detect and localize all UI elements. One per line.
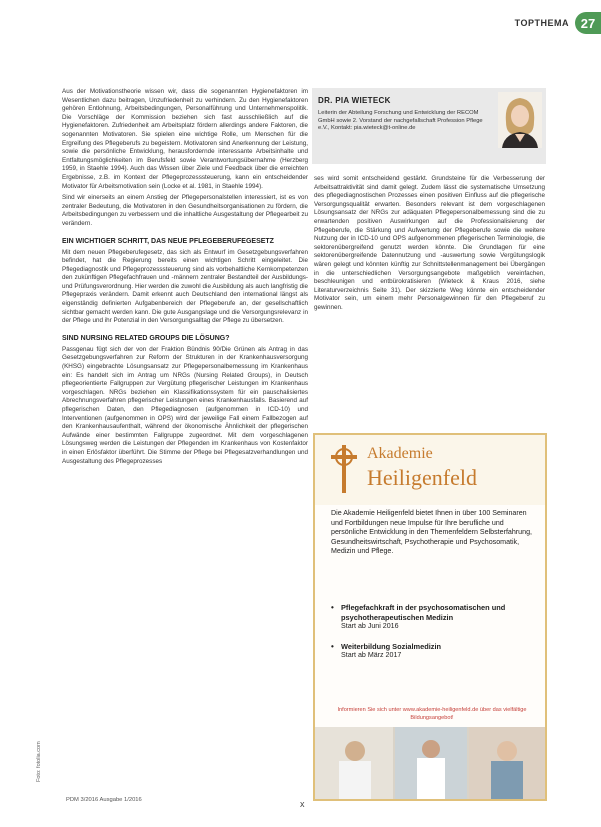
- ad-title: Akademie: [367, 445, 433, 462]
- ad-title: Heiligenfeld: [367, 465, 477, 490]
- ad-header: [315, 435, 545, 505]
- bullet-icon: •: [331, 603, 334, 612]
- paragraph: ses wird somit entscheidend gestärkt. Grundsteine für die Verbesserung der Arbeitsattraktivität sind damit gelegt. Zudem lässt die systematische Umsetzung des pflegediagnostischen Prozesses einen positiven Einfluss auf die pflegerische Versorgungsqualität erwarten. Besonders relevant ist dem vorgeschlagenen Lösungsansatz der NRGs zur adäquaten Pflegepersonalbemessung sind die zu erwartenden positiven Auswirkungen auf die Professionalisierung der Pflegeberufe, die Stärkung und Aufwertung der Pflegeberufe sowie die weitere Nutzung der in ICD-10 und OPS aufgenommenen pflegerischen Terminologie, die sektorenübergreifend genutzt werden könnte. Die Grundlagen für eine sektorenübergreifende Datennutzung und -auswertung sowie Vergütungslogik wären gelegt und könnten künftig zur Schnittstellenmanagement bei Übergängen in die unterschiedlichen Versorgungsangebote maßgeblich vereinfachen, beschleunigen und entbürokratisieren (Wieteck & Kraus 2016, siehe Literaturverzeichnis Seite 31). Der skizzierte Weg könnte ein entscheidender Motivator sein, um einem mehr Personalgewinnen für den Pflegeberuf zu gewinnen.: [314, 175, 545, 311]
- photo-credit: Foto: fotolia.com: [36, 741, 42, 782]
- author-bio: Leiterin der Abteilung Forschung und Entwicklung der RECOM GmbH sowie 2. Vorstand der nachgefallschaft Profession Pflege e.V., Kontakt: pia.wieteck@t-online.de: [318, 110, 483, 132]
- paragraph: Sind wir einerseits an einem Anstieg der Pflegepersonalstellen interessiert, ist es von zentraler Bedeutung, die Motivatoren in den Gesundheitsorganisationen zu fördern, die Arbeitsbedingungen zu verbessern und die inhaltliche Ausgestaltung der Pflegearbeit zu verändern.: [62, 194, 308, 227]
- ad-course-item: [331, 642, 537, 661]
- subheading: SIND NURSING RELATED GROUPS DIE LÖSUNG?: [62, 334, 230, 342]
- ad-photo-strip: [315, 727, 545, 799]
- section-tab: [515, 12, 601, 34]
- right-column: [314, 175, 545, 316]
- author-box: [312, 88, 546, 164]
- academy-logo-icon: [329, 443, 359, 495]
- subheading: EIN WICHTIGER SCHRITT, DAS NEUE PFLEGEBERUFEGESETZ: [62, 237, 274, 245]
- page-number: 27: [575, 12, 601, 34]
- course-date: Start ab Juni 2016: [341, 622, 399, 631]
- section-label: TOPTHEMA: [514, 18, 569, 28]
- ad-course-list: [331, 603, 537, 671]
- paragraph: Aus der Motivationstheorie wissen wir, dass die sogenannten Hygienefaktoren im Wesentlichen dazu beitragen, Unzufriedenheit zu verhindern. Zu den Hygienefaktoren gehören Entlohnung, Arbeitsbedingungen, Personalführung und Unternehmenspolitik. Die Vorschläge der Kommission beziehen sich fast ausschließlich auf die Hygienefaktoren. Zufriedenheit am Arbeitsplatz fördern allerdings andere Faktoren, die sogenannten Motivatoren. Sie spielen eine wichtige Rolle, um Menschen für die Ergreifung des Pflegeberufs zu begeistern. Motivatoren sind Anerkennung der Leistung, sowie die persönliche Entwicklung, herausfordernde interessante Arbeitsinhalte und Entfaltungsmöglichkeiten im Berufsfeld sowie Verantwortungsübernahme (Herzberg 1959, in Staehle 1994). Auch das Wissen über Ziele und Feedback über die erreichten Ergebnisse, z.B. im Kontext der Pflegeprozesssteuerung, kann ein entscheidender Motivator für Arbeitsmotivation sein (Locke et al. 1981, in Staehle 1994).: [62, 88, 308, 190]
- ad-course-item: [331, 603, 537, 632]
- advertisement[interactable]: [313, 433, 547, 801]
- course-title: Weiterbildung Sozialmedizin: [341, 641, 442, 651]
- bullet-icon: •: [331, 641, 334, 651]
- footer-journal: PDM 3/2016 Ausgabe 1/2016: [66, 797, 142, 803]
- ad-cta-link[interactable]: Informieren Sie sich unter www.akademie-heiligenfeld.de über das vielfältige Bildungsangebot!: [337, 707, 527, 721]
- author-name: DR. PIA WIETECK: [318, 96, 391, 105]
- paragraph: Mit dem neuen Pflegeberufegesetz, das sich als Entwurf im Gesetzgebungsverfahren befindet, hat die Regierung bereits einen wichtigen Schritt eingeleitet. Die Pflegediagnostik und Pflegeprozesssteuerung sind als vorbehaltliche Kernkompetenzen den zukünftigen Pflegefachfrauen und -männern zentraler Bestandteil der Ausbildungs- und Prüfungsverordnung. Hier werden die zuwohl die Ausbildung als auch langfristig die Pflegepraxis verändern. Damit erkennt auch Deutschland den international längst als eigenständig definierten Aufgabenbereich der Pflegeberufe an, der gesellschaftlich sichtbar gemacht werden kann. Die gute Ausgangslage und die Versorgungsrelevanz in der Pflege und ihr Potenzial in den Versorgungsalltag der Pflege zu übersetzen.: [62, 248, 308, 325]
- footer-mark: x: [300, 799, 305, 809]
- author-photo: [498, 92, 542, 148]
- paragraph: Passgenau fügt sich der von der Fraktion Bündnis 90/Die Grünen als Antrag in das Gesetzgebungsverfahren zur Reform der Strukturen in der Krankenhausversorgung (KHSG) eingebrachte Lösungsansatz zur Pflegepersonalbemessung im Krankenhaus ein: Es handelt sich im Antrag um NRGs (Nursing Related Groups), in Deutsch pflegeorientierte Fallgruppen zur Vergütung pflegerischer Leistungen im Krankenhaus vorgeschlagen. NRGs beziehen ein Klassifikationssystem für ein pauschalisiertes Abrechnungsverfahren pflegerischer Leistungen eines Krankenhausfalls. Basierend auf pflegerischen Daten, den Pflegediagnosen (aufgenommen in ICD-10) und Interventionen (aufgenommen in OPS) wird der jeweilige Fall einem Fallbezogen auf den Krankenhausaufenthalt, während der ökonomische Ähnlichkeit der pflegerischen Aufwände einer bestimmten Fallgruppe zugeordnet. Mit dem vorgeschlagenen Lösungsweg werden die Leistungen der Pflegenden im Krankenhaus von Kostenfaktor in einen Erlösfaktor überführt. Die Stimme der Pflege bei Pflegesatzverhandlungen und Ausgestaltung des Pflegeprozesses: [62, 345, 308, 465]
- left-column: [62, 88, 308, 469]
- course-date: Start ab März 2017: [341, 651, 402, 660]
- course-title: Pflegefachkraft in der psychosomatischen und psychotherapeutischen Medizin: [341, 603, 506, 622]
- ad-intro: Die Akademie Heiligenfeld bietet Ihnen in über 100 Seminaren und Fortbildungen neue Impulse für Ihre berufliche und persönliche Entwicklung in den Themenfeldern Selbsterfahrung, Gesundheitswirtschaft, Psychotherapie und Psychosomatik, Medizin und Pflege.: [331, 509, 532, 556]
